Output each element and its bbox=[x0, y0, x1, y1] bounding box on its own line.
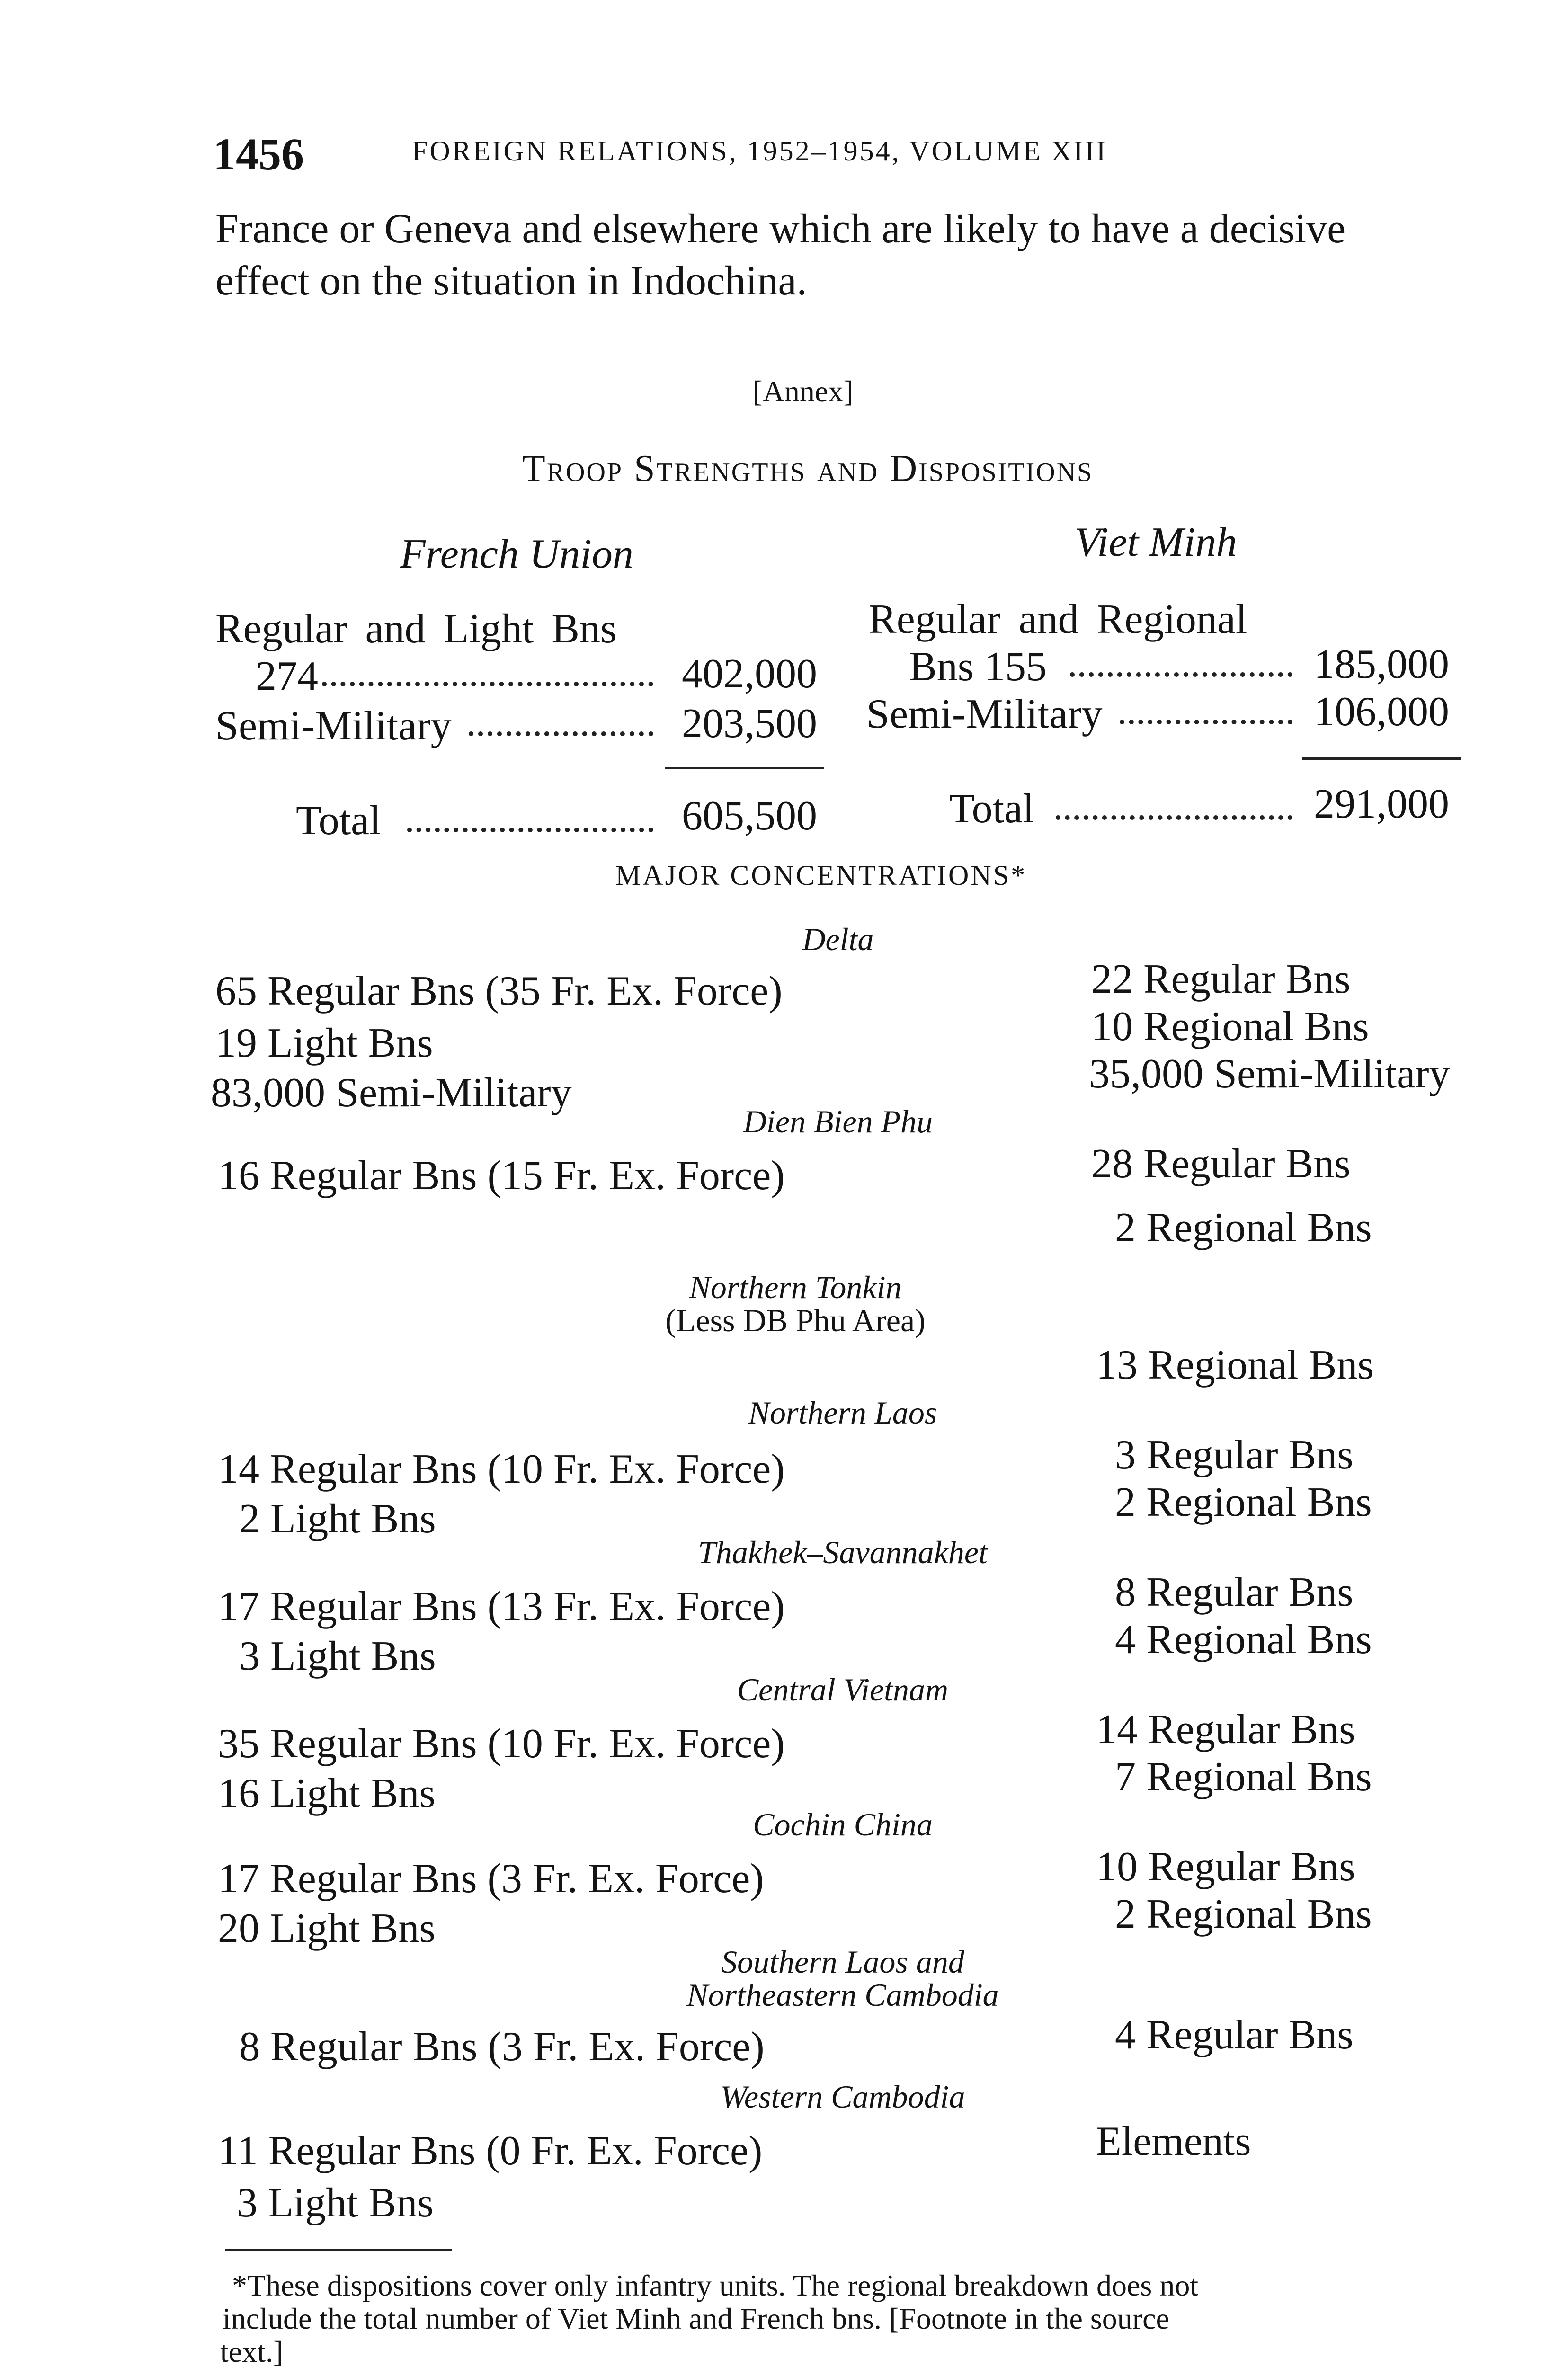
annex-label: [Annex] bbox=[752, 374, 854, 408]
region-central-vietnam: Central Vietnam bbox=[737, 1672, 949, 1708]
leader-dots bbox=[469, 731, 653, 736]
fu-entry: 16 Light Bns bbox=[218, 1771, 436, 1816]
fu-entry: 19 Light Bns bbox=[215, 1020, 433, 1066]
sum-rule bbox=[665, 767, 824, 769]
region-southern-laos: Southern Laos and bbox=[721, 1944, 964, 1980]
region-cochin-china: Cochin China bbox=[753, 1806, 933, 1842]
fu-total-label: Total bbox=[296, 798, 381, 844]
vm-entry: 13 Regional Bns bbox=[1096, 1342, 1374, 1388]
vm-entry: Elements bbox=[1096, 2118, 1251, 2164]
leader-dots bbox=[322, 682, 653, 686]
page-number: 1456 bbox=[213, 129, 304, 179]
vm-row1a: Regular and Regional bbox=[869, 596, 1247, 642]
fu-entry: 65 Regular Bns (35 Fr. Ex. Force) bbox=[215, 968, 783, 1014]
vm-entry: 14 Regular Bns bbox=[1096, 1707, 1355, 1753]
footnote-rule bbox=[225, 2249, 452, 2251]
vm-entry: 4 Regular Bns bbox=[1115, 2012, 1354, 2058]
vm-entry: 7 Regional Bns bbox=[1115, 1754, 1372, 1800]
fu-entry: 3 Light Bns bbox=[237, 2180, 434, 2226]
intro-line-2: effect on the situation in Indochina. bbox=[215, 258, 807, 304]
leader-dots bbox=[1056, 815, 1292, 820]
fu-entry: 11 Regular Bns (0 Fr. Ex. Force) bbox=[218, 2128, 763, 2174]
footnote-line-3: text.] bbox=[220, 2335, 284, 2367]
fu-total-value: 605,500 bbox=[682, 793, 817, 839]
fu-entry: 8 Regular Bns (3 Fr. Ex. Force) bbox=[239, 2024, 765, 2070]
vm-row2-value: 106,000 bbox=[1314, 689, 1449, 735]
intro-line-1: France or Geneva and elsewhere which are likely to have a decisive bbox=[215, 206, 1346, 252]
fu-entry: 3 Light Bns bbox=[239, 1633, 436, 1679]
sum-rule bbox=[1302, 757, 1461, 760]
fu-row2: Semi-Military bbox=[215, 703, 452, 749]
region-northern-laos: Northern Laos bbox=[748, 1395, 937, 1431]
vm-entry: 2 Regional Bns bbox=[1115, 1891, 1372, 1937]
vm-entry: 10 Regular Bns bbox=[1096, 1844, 1355, 1890]
fu-entry: 17 Regular Bns (3 Fr. Ex. Force) bbox=[218, 1856, 764, 1902]
vm-entry: 2 Regional Bns bbox=[1115, 1205, 1372, 1251]
fu-entry: 16 Regular Bns (15 Fr. Ex. Force) bbox=[218, 1153, 785, 1199]
viet-minh-heading: Viet Minh bbox=[1075, 519, 1237, 565]
region-delta: Delta bbox=[802, 921, 874, 957]
fu-row2-value: 203,500 bbox=[682, 701, 817, 747]
region-thakhek-savannakhet: Thakhek–Savannakhet bbox=[698, 1534, 988, 1570]
table-title: Troop Strengths and Dispositions bbox=[522, 448, 1094, 489]
footnote-line-2: include the total number of Viet Minh and French bns. [Footnote in the source bbox=[223, 2302, 1169, 2335]
fu-row1-value: 402,000 bbox=[682, 651, 817, 697]
vm-entry: 22 Regular Bns bbox=[1091, 956, 1351, 1002]
leader-dots bbox=[1070, 672, 1292, 677]
vm-entry: 10 Regional Bns bbox=[1091, 1004, 1369, 1050]
region-northeastern-cambodia: Northeastern Cambodia bbox=[686, 1977, 999, 2013]
vm-entry: 4 Regional Bns bbox=[1115, 1617, 1372, 1663]
footnote-line-1: *These dispositions cover only infantry units. The regional breakdown does not bbox=[232, 2269, 1199, 2302]
vm-row1b: Bns 155 bbox=[909, 644, 1047, 690]
vm-entry: 8 Regular Bns bbox=[1115, 1569, 1354, 1615]
region-western-cambodia: Western Cambodia bbox=[720, 2079, 965, 2115]
vm-entry: 35,000 Semi-Military bbox=[1089, 1051, 1450, 1097]
vm-total-value: 291,000 bbox=[1314, 781, 1449, 827]
fu-entry: 17 Regular Bns (13 Fr. Ex. Force) bbox=[218, 1584, 785, 1629]
region-northern-tonkin: Northern Tonkin bbox=[689, 1269, 902, 1305]
vm-entry: 28 Regular Bns bbox=[1091, 1141, 1351, 1187]
leader-dots bbox=[1120, 720, 1292, 724]
vm-entry: 2 Regional Bns bbox=[1115, 1479, 1372, 1525]
fu-entry: 14 Regular Bns (10 Fr. Ex. Force) bbox=[218, 1446, 785, 1492]
fu-entry: 83,000 Semi-Military bbox=[211, 1070, 572, 1116]
fu-entry: 20 Light Bns bbox=[218, 1905, 436, 1951]
vm-row2: Semi-Military bbox=[866, 691, 1103, 737]
vm-row1-value: 185,000 bbox=[1314, 641, 1449, 687]
fu-entry: 2 Light Bns bbox=[239, 1496, 436, 1542]
vm-entry: 3 Regular Bns bbox=[1115, 1432, 1354, 1478]
fu-entry: 35 Regular Bns (10 Fr. Ex. Force) bbox=[218, 1721, 785, 1767]
vm-total-label: Total bbox=[949, 786, 1034, 832]
fu-row1a: Regular and Light Bns bbox=[215, 606, 617, 652]
leader-dots bbox=[407, 828, 653, 832]
french-union-heading: French Union bbox=[400, 531, 633, 577]
concentrations-title: MAJOR CONCENTRATIONS* bbox=[615, 860, 1027, 891]
fu-row1b: 274 bbox=[256, 653, 318, 699]
region-dien-bien-phu: Dien Bien Phu bbox=[743, 1103, 933, 1139]
region-northern-tonkin-note: (Less DB Phu Area) bbox=[665, 1302, 926, 1338]
running-title: FOREIGN RELATIONS, 1952–1954, VOLUME XIII bbox=[412, 135, 1108, 167]
